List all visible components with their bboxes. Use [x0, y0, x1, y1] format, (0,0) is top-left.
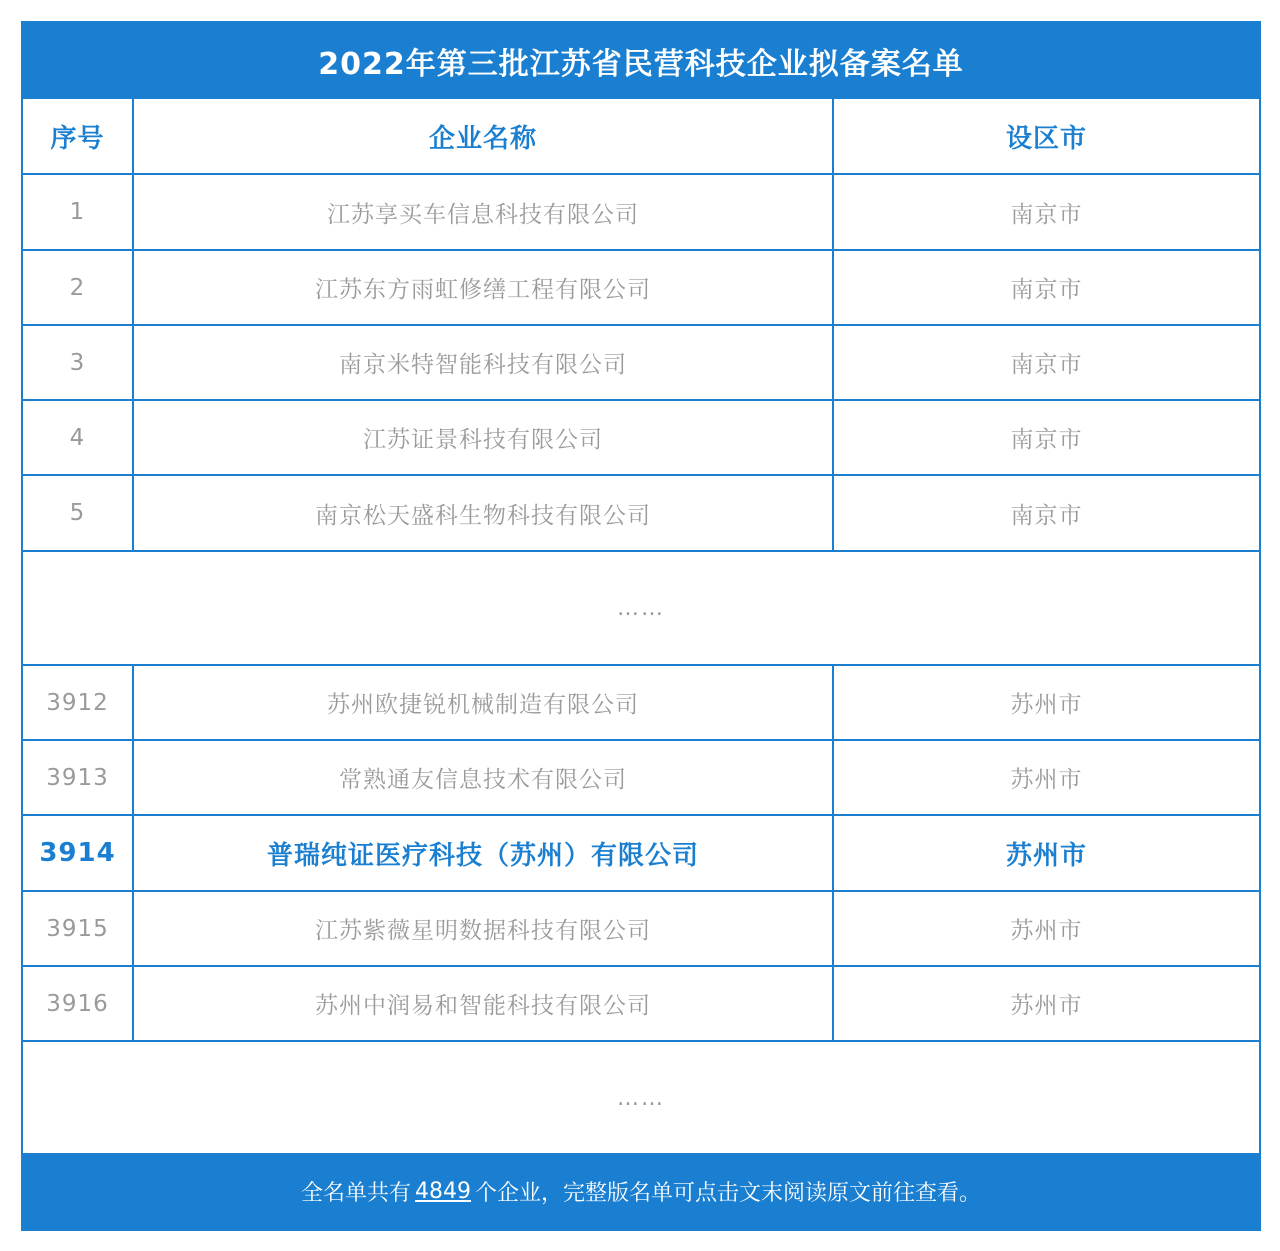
- table-row: [23, 476, 1259, 552]
- row-index: 3915: [23, 892, 134, 965]
- row-city: 苏州市: [1010, 993, 1083, 1019]
- row-city: 苏州市: [1010, 767, 1083, 793]
- footer-note: [23, 1153, 1259, 1229]
- row-city: 苏州市: [1005, 840, 1087, 871]
- row-name: 江苏紫薇星明数据科技有限公司: [134, 892, 834, 965]
- row-city: 南京市: [1010, 277, 1083, 303]
- table-row: [23, 326, 1259, 401]
- row-city: 南京市: [1010, 427, 1083, 453]
- row-index: 3914: [23, 816, 134, 890]
- row-index: 1: [23, 175, 134, 249]
- header-index: 序号: [23, 99, 134, 173]
- header-name: 企业名称: [134, 99, 834, 173]
- table-title: 2022年第三批江苏省民营科技企业拟备案名单: [23, 23, 1259, 99]
- row-name: 常熟通友信息技术有限公司: [134, 741, 834, 814]
- header-city: 设区市: [1005, 123, 1087, 154]
- row-name: 江苏东方雨虹修缮工程有限公司: [134, 251, 834, 324]
- table-row-highlighted: [23, 816, 1259, 892]
- table-row: [23, 175, 1259, 251]
- row-city: 南京市: [1010, 502, 1083, 529]
- row-index: 3913: [23, 741, 134, 814]
- row-name: 普瑞纯证医疗科技（苏州）有限公司: [134, 816, 834, 890]
- row-name: 江苏证景科技有限公司: [134, 401, 834, 474]
- row-index: 3: [23, 326, 134, 399]
- row-city: 苏州市: [1010, 918, 1083, 944]
- header-row: [23, 99, 1259, 175]
- row-index: 2: [23, 251, 134, 324]
- row-city: 南京市: [1010, 352, 1083, 378]
- row-index: 3916: [23, 967, 134, 1040]
- row-city: 南京市: [1010, 201, 1083, 228]
- table-row: [23, 892, 1259, 967]
- row-index: 3912: [23, 666, 134, 739]
- footer-suffix: 个企业，完整版名单可点击文末阅读原文前往查看。: [475, 1180, 982, 1206]
- row-city: 苏州市: [1010, 692, 1083, 718]
- table-frame: [21, 21, 1261, 1231]
- row-index: 4: [23, 401, 134, 474]
- table-row: [23, 251, 1259, 326]
- row-name: 南京米特智能科技有限公司: [134, 326, 834, 399]
- ellipsis-row: ……: [23, 552, 1259, 666]
- row-name: 南京松天盛科生物科技有限公司: [134, 476, 834, 550]
- row-name: 江苏享买车信息科技有限公司: [134, 175, 834, 249]
- row-name: 苏州中润易和智能科技有限公司: [134, 967, 834, 1040]
- ellipsis-row: ……: [617, 1086, 665, 1111]
- table-row: [23, 741, 1259, 816]
- row-name: 苏州欧捷锐机械制造有限公司: [134, 666, 834, 739]
- row-index: 5: [23, 476, 134, 550]
- table-row: [23, 401, 1259, 476]
- footer-prefix: 全名单共有: [300, 1180, 411, 1206]
- table-row: [23, 967, 1259, 1042]
- table-row: [23, 666, 1259, 741]
- footer-count: 4849: [415, 1178, 471, 1204]
